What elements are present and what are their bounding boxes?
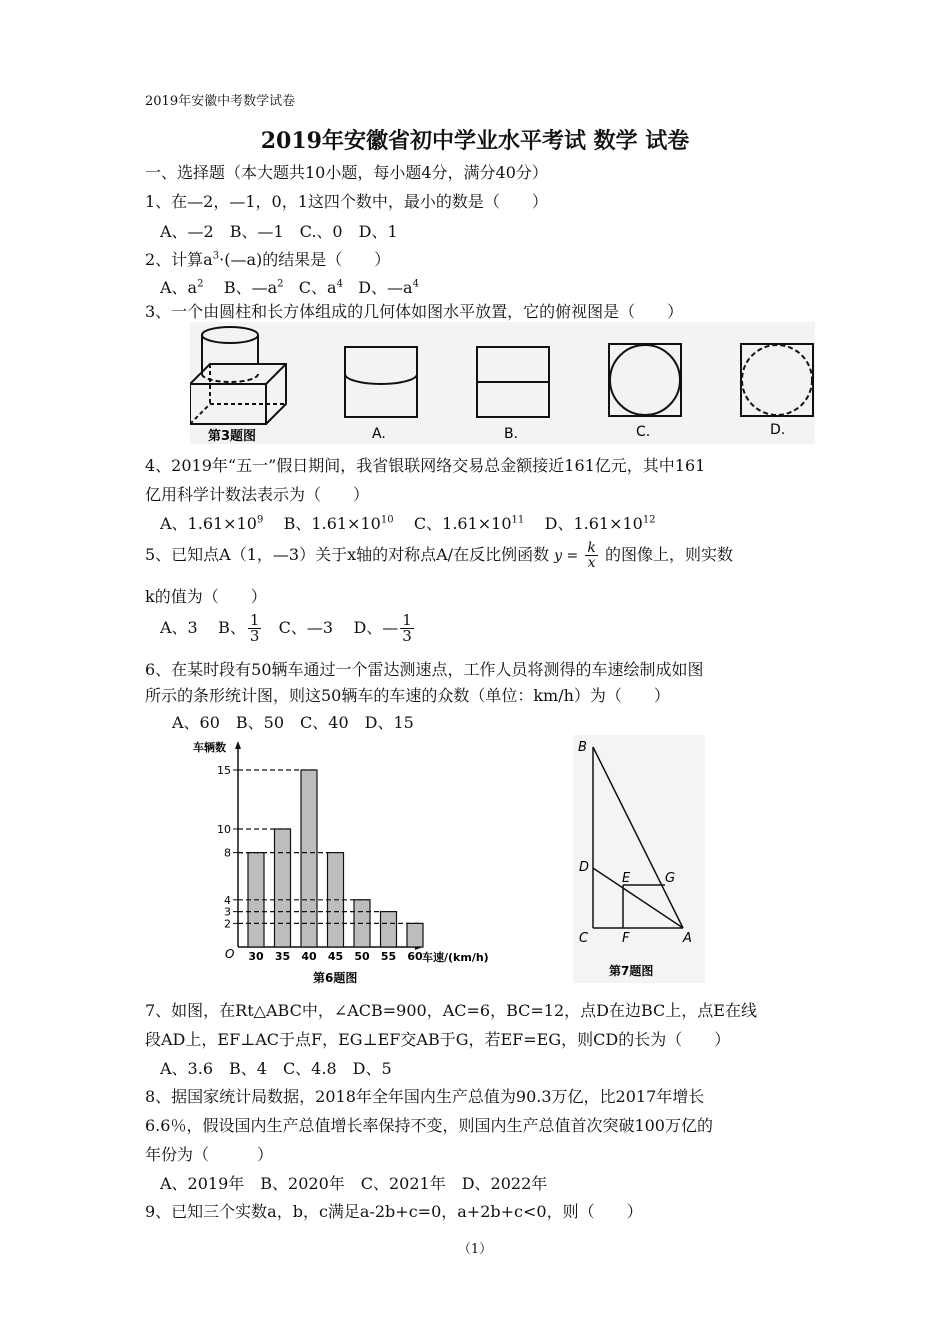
- chart-origin: O: [225, 947, 235, 961]
- bar: [407, 923, 423, 947]
- q3-label-c: C.: [636, 424, 651, 440]
- q2-options: A、$a^2$ B、$—a^2$ C、$a^4$ D、$—a^4$: [160, 278, 419, 297]
- q7-line1: 7、如图，在Rt△ABC中，∠ACB=900，AC=6，BC=12，点D在边BC上，点E在线: [145, 1001, 757, 1020]
- point-a-label: A: [683, 931, 692, 946]
- section-heading: 一、选择题（本大题共10小题，每小题4分，满分40分）: [145, 163, 548, 182]
- y-tick-label: 10: [217, 823, 231, 836]
- q7-line2: 段AD上，EF⊥AC于点F，EG⊥EF交AB于G，若EF=EG，则CD的长为（ ）: [145, 1030, 731, 1049]
- q8-line3: 年份为（ ）: [145, 1145, 274, 1164]
- q1-options: A、—2 B、—1 C.、0 D、1: [160, 222, 398, 241]
- q6-line1: 6、在某时段有50辆车通过一个雷达测速点，工作人员将测得的车速绘制成如图: [145, 660, 704, 679]
- chart-ylabel: 车辆数: [193, 741, 226, 754]
- y-tick-label: 4: [224, 893, 231, 907]
- x-tick-label: 35: [274, 950, 291, 963]
- q5-line1: 5、已知点A（1，—3）关于x轴的对称点A/在反比例函数 y = $\frac{k}{x}$ 的图像上，则实数: [145, 540, 733, 571]
- chart-title: 第6题图: [313, 971, 358, 985]
- q4-line1: 4、2019年“五一”假日期间，我省银联网络交易总金额接近161亿元，其中161: [145, 456, 706, 475]
- bar: [381, 912, 397, 947]
- x-tick-label: 40: [301, 950, 317, 963]
- q5-function-fraction: $\frac{k}{x}$: [587, 540, 596, 571]
- x-tick-label: 30: [248, 950, 264, 963]
- q4-options: A、$1.61\times 10^9$ B、$1.61\times 10^{10}$ C、$1.61\times 10^{11}$ D、$1.61\times 10^{12}$: [160, 514, 656, 533]
- q7-fig-label: 第7题图: [609, 964, 654, 978]
- y-tick-label: 8: [224, 846, 231, 860]
- q1-stem: 1、在—2，—1，0，1这四个数中，最小的数是（ ）: [145, 192, 548, 211]
- q3-label-b: B.: [504, 426, 519, 442]
- q3-label-a: A.: [372, 426, 386, 442]
- point-c-label: C: [579, 931, 589, 946]
- q2-stem: 2、计算$a^3\cdot(—a)$的结果是（ ）: [145, 250, 391, 269]
- page-title: 2019年安徽省初中学业水平考试 数学 试卷: [260, 128, 690, 154]
- q3-fig-label: 第3题图: [208, 429, 257, 444]
- bar: [301, 770, 317, 947]
- q3-stem: 3、一个由圆柱和长方体组成的几何体如图水平放置，它的俯视图是（ ）: [145, 302, 684, 321]
- q8-options: A、2019年 B、2020年 C、2021年 D、2022年: [160, 1174, 548, 1193]
- point-b-label: B: [578, 740, 587, 755]
- x-tick-label: 60: [407, 950, 423, 963]
- q8-line2: 6.6％，假设国内生产总值增长率保持不变，则国内生产总值首次突破100万亿的: [145, 1116, 713, 1135]
- q6-line2: 所示的条形统计图，则这50辆车的车速的众数（单位：km/h）为（ ）: [145, 686, 670, 705]
- q3-figure: [190, 322, 815, 444]
- point-d-label: D: [579, 860, 590, 875]
- page-header: 2019年安徽中考数学试卷: [145, 94, 296, 109]
- page-number: （1）: [457, 1242, 493, 1257]
- point-g-label: G: [665, 871, 676, 886]
- q7-figure: [573, 735, 705, 983]
- q9-stem: 9、已知三个实数a，b，c满足a-2b+c=0，a+2b+c<0，则（ ）: [145, 1202, 643, 1221]
- y-tick-label: 3: [224, 905, 231, 919]
- q5-line2: k的值为（ ）: [145, 587, 267, 606]
- q5-option-b-fraction: $\frac{1}{3}$: [249, 611, 260, 645]
- q8-line1: 8、据国家统计局数据，2018年全年国内生产总值为90.3万亿，比2017年增长: [145, 1087, 705, 1106]
- q4-line2: 亿用科学计数法表示为（ ）: [145, 485, 370, 504]
- chart-xlabel: 车速/(km/h): [422, 951, 489, 964]
- q5-options: A、3 B、 $\frac{1}{3}$ C、—3 D、— $\frac{1}{3}$: [160, 611, 412, 645]
- q6-options: A、60 B、50 C、40 D、15: [172, 713, 414, 732]
- q5-option-d-fraction: $\frac{1}{3}$: [402, 611, 412, 645]
- bar: [275, 829, 291, 947]
- y-tick-label: 15: [217, 764, 231, 777]
- y-tick-label: 2: [224, 917, 231, 931]
- point-e-label: E: [622, 871, 631, 886]
- point-f-label: F: [622, 931, 630, 946]
- x-tick-label: 50: [354, 950, 370, 963]
- q6-bar-chart: [185, 735, 520, 991]
- q7-options: A、3.6 B、4 C、4.8 D、5: [160, 1059, 392, 1078]
- y-axis-arrow-icon: [235, 741, 241, 749]
- x-tick-label: 55: [380, 950, 397, 963]
- x-tick-label: 45: [327, 950, 344, 963]
- q3-label-d: D.: [770, 422, 786, 438]
